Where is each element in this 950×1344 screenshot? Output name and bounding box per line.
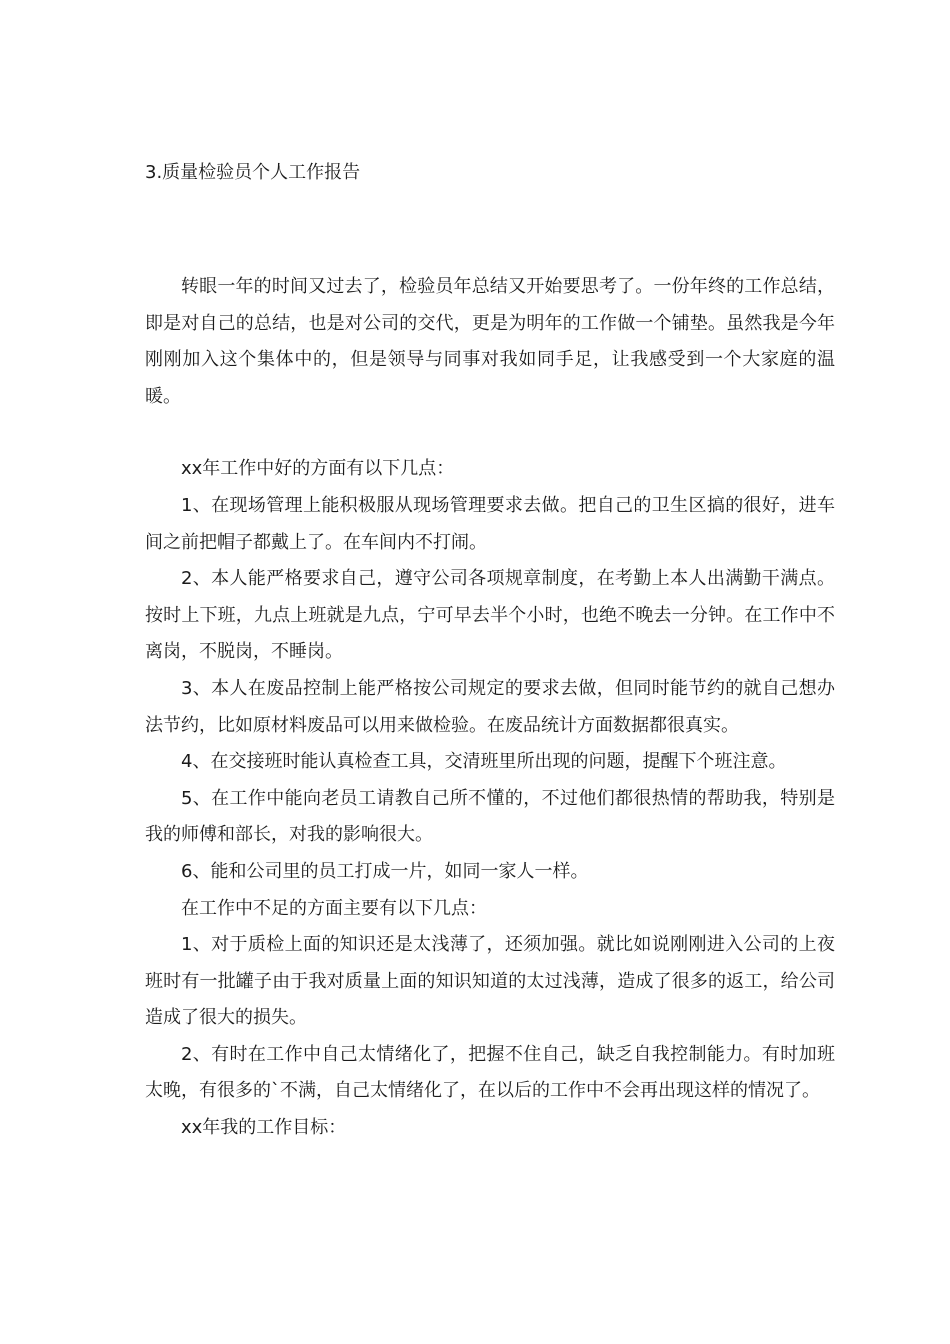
weakness-item-2: 2、有时在工作中自己太情绪化了，把握不住自己，缺乏自我控制能力。有时加班太晚，有很多的`不满，自己太情绪化了，在以后的工作中不会再出现这样的情况了。	[145, 1043, 835, 1102]
strength-item-4: 4、在交接班时能认真检查工具，交清班里所出现的问题，提醒下个班注意。	[181, 751, 787, 773]
intro-paragraph: 转眼一年的时间又过去了，检验员年总结又开始要思考了。一份年终的工作总结，即是对自己的总结，也是对公司的交代，更是为明年的工作做一个铺垫。虽然我是今年刚刚加入这个集体中的，但是领导与同事对我如同手足，让我感受到一个大家庭的温暖。	[145, 276, 835, 407]
document-title: 3.质量检验员个人工作报告	[145, 162, 361, 183]
strength-item-2: 2、本人能严格要求自己，遵守公司各项规章制度，在考勤上本人出满勤干满点。按时上下班，九点上班就是九点，宁可早去半个小时，也绝不晚去一分钟。在工作中不离岗，不脱岗，不睡岗。	[145, 568, 835, 663]
document-body	[145, 269, 835, 1147]
strength-item-1: 1、在现场管理上能积极服从现场管理要求去做。把自己的卫生区搞的很好，进车间之前把帽子都戴上了。在车间内不打闹。	[145, 494, 835, 553]
strength-item-5: 5、在工作中能向老员工请教自己所不懂的，不过他们都很热情的帮助我，特别是我的师傅和部长，对我的影响很大。	[145, 787, 835, 846]
paragraph-spacer	[145, 415, 835, 451]
strength-item-6: 6、能和公司里的员工打成一片，如同一家人一样。	[181, 860, 589, 882]
weakness-item-1: 1、对于质检上面的知识还是太浅薄了，还须加强。就比如说刚刚进入公司的上夜班时有一批罐子由于我对质量上面的知识知道的太过浅薄，造成了很多的返工，给公司造成了很大的损失。	[145, 934, 835, 1029]
strength-item-3: 3、本人在废品控制上能严格按公司规定的要求去做，但同时能节约的就自己想办法节约，比如原材料废品可以用来做检验。在废品统计方面数据都很真实。	[145, 677, 835, 736]
goals-heading: xx年我的工作目标：	[181, 1117, 347, 1139]
weaknesses-heading: 在工作中不足的方面主要有以下几点：	[181, 897, 487, 919]
strengths-heading: xx年工作中好的方面有以下几点：	[181, 458, 455, 480]
